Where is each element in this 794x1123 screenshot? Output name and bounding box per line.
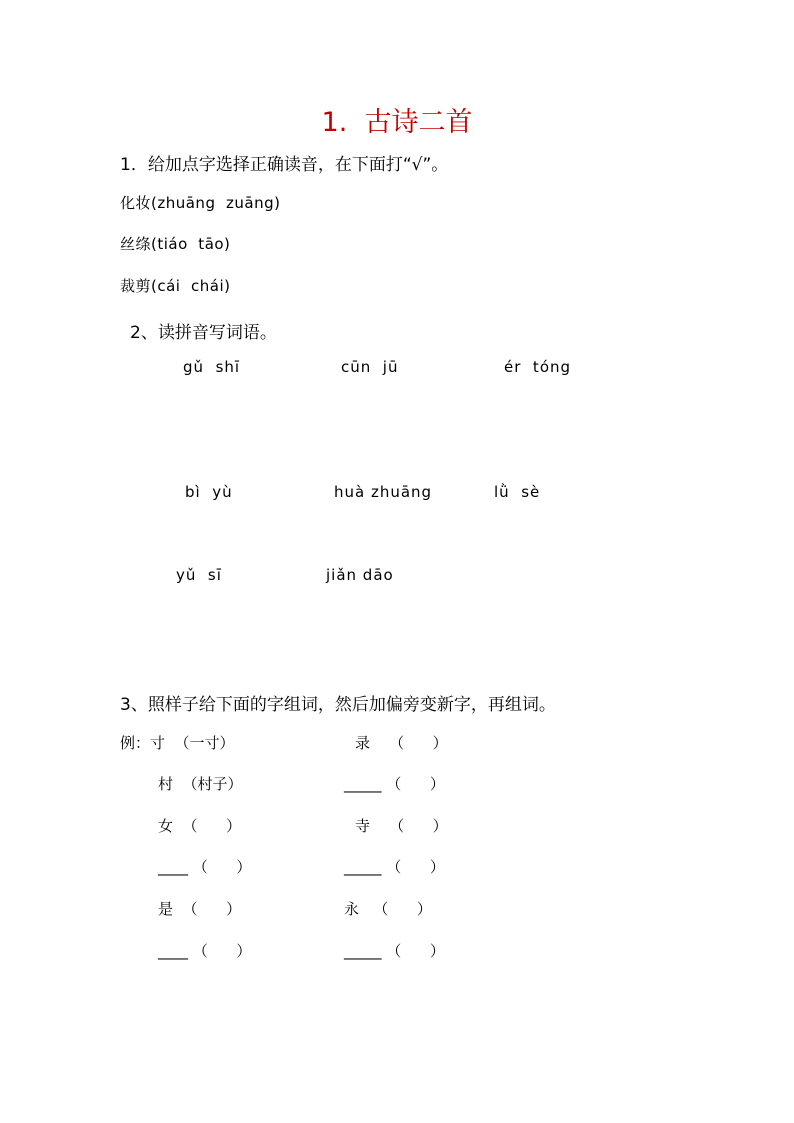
- pinyin-item: yǔ sī: [176, 566, 222, 584]
- word-cell: 寺 （ ）: [355, 817, 448, 835]
- question-2-prompt: 2、读拼音写词语。: [130, 323, 277, 343]
- word-cell: 是 （ ）: [158, 900, 242, 918]
- question-1-option: 裁剪(cái chái): [120, 277, 231, 295]
- word-cell: _____ （ ）: [344, 942, 445, 960]
- pinyin-item: bì yù: [185, 483, 233, 501]
- word-cell: 女 （ ）: [158, 817, 242, 835]
- word-cell: 例：寸 （一寸）: [120, 734, 235, 752]
- question-1-option: 丝绦(tiáo tāo): [120, 235, 231, 253]
- word-cell: _____ （ ）: [344, 858, 445, 876]
- pinyin-item: ér tóng: [504, 358, 572, 376]
- pinyin-item: gǔ shī: [183, 358, 241, 376]
- pinyin-item: lǜ sè: [494, 483, 541, 501]
- pinyin-item: huà zhuāng: [334, 483, 433, 501]
- page-title: 1. 古诗二首: [321, 107, 473, 138]
- question-3-prompt: 3、照样子给下面的字组词，然后加偏旁变新字，再组词。: [120, 695, 556, 715]
- question-1-prompt: 1．给加点字选择正确读音，在下面打“√”。: [120, 155, 449, 175]
- word-cell: 录 （ ）: [355, 734, 448, 752]
- word-cell: ____ （ ）: [158, 858, 252, 876]
- word-cell: _____ （ ）: [344, 775, 445, 793]
- word-cell: 村 （村子）: [158, 775, 243, 793]
- pinyin-item: cūn jū: [341, 358, 399, 376]
- word-cell: 永 （ ）: [344, 900, 432, 918]
- question-1-option: 化妆(zhuāng zuāng): [120, 194, 281, 212]
- pinyin-item: jiǎn dāo: [326, 566, 394, 584]
- word-cell: ____ （ ）: [158, 942, 252, 960]
